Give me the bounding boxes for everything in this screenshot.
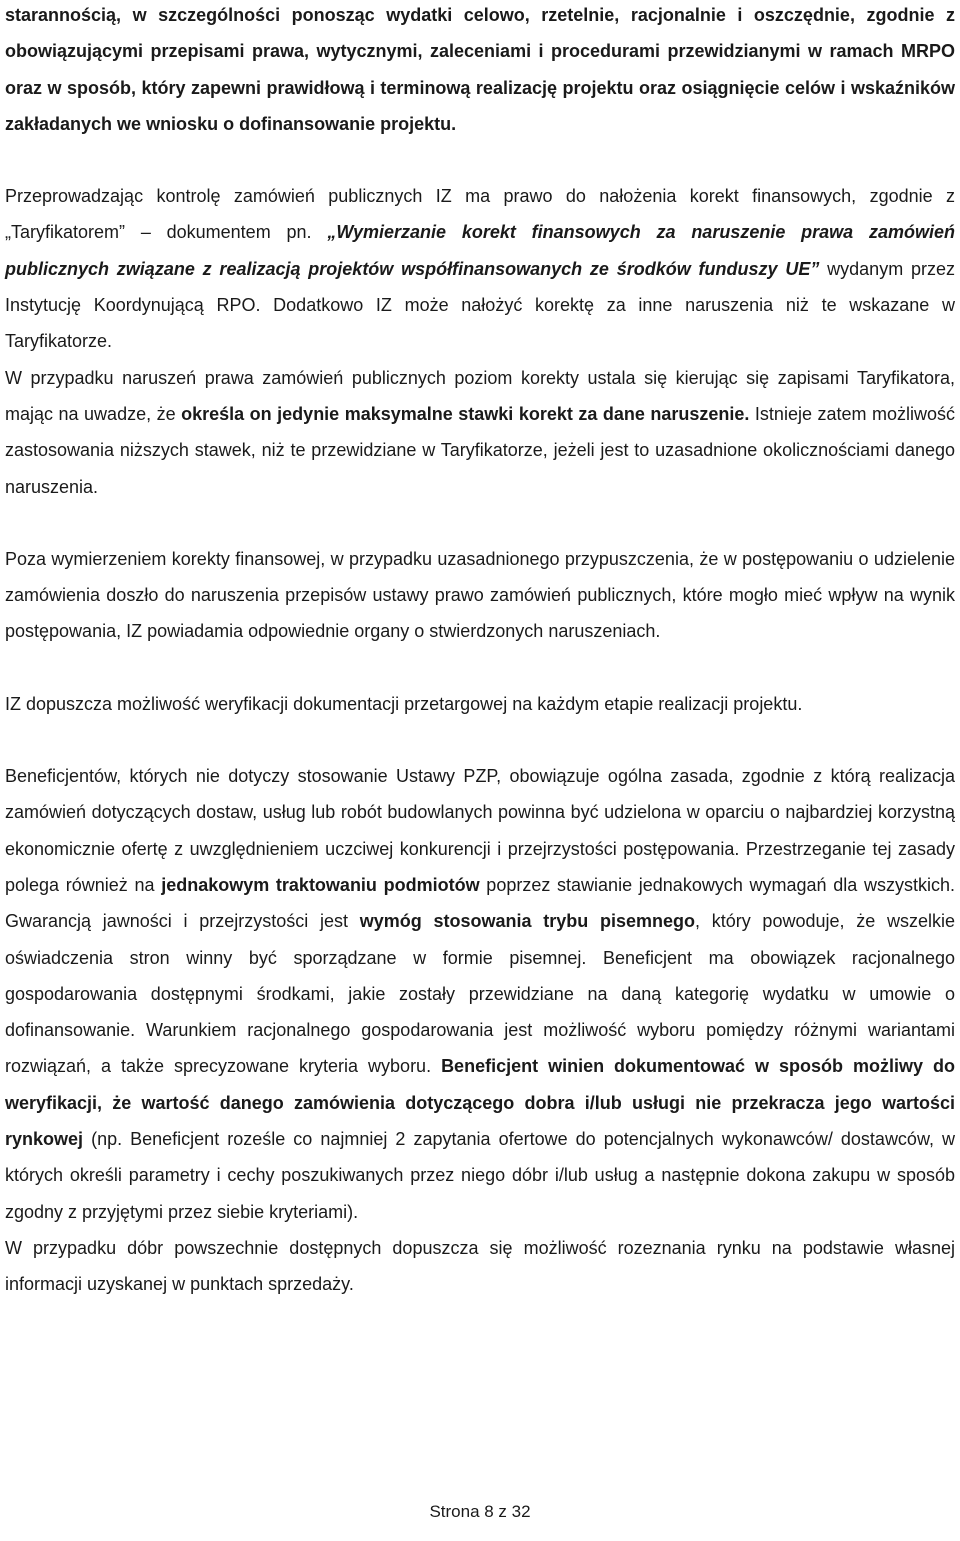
paragraph-6-bold-c: Beneficjent winien dokumentować w sposób możliwy do weryfikacji, że wartość danego zamówienia dotyczącego dobra i/lub usługi nie przekracza jego wartości rynkowej (5, 1056, 956, 1150)
paragraph-1-bold-text: starannością, w szczególności ponosząc wydatki celowo, rzetelnie, racjonalnie i oszczędnie, zgodnie z obowiązującymi przepisami prawa, wytycznymi, zaleceniami i procedurami przewidzianymi w ramach MRPO oraz w sposób, który zapewni prawidłową i terminową realizację projektu oraz osiągnięcie celów i wskaźników zakładanych we wniosku o dofinansowanie projektu. (5, 5, 955, 134)
document-page (5, 0, 955, 1303)
paragraph-3-text-a: W przypadku naruszeń prawa zamówień publicznych poziom korekty ustala się kierując się zapisami Taryfikatora, mając na uwadze, że (5, 367, 955, 424)
paragraph-6-text-c: , który powoduje, że wszelkie oświadczenia stron winny być sporządzane w formie pisemnej. Beneficjent ma obowiązek racjonalnego gospodarowania dostępnymi środkami, jakie zostały przewidziane na daną kategorię wydatku w umowie o dofinansowanie. Warunkiem racjonalnego gospodarowania jest możliwość wyboru pomiędzy różnymi wariantami rozwiązań, a także sprecyzowane kryteria wyboru. (5, 911, 955, 1077)
page-number: Strona 8 z 32 (429, 1502, 531, 1521)
paragraph-2-document-title: „Wymierzanie korekt finansowych za naruszenie prawa zamówień publicznych związane z realizacją projektów współfinansowanych ze środków funduszy UE” (5, 222, 955, 279)
paragraph-6-text-d: (np. Beneficjent roześle co najmniej 2 zapytania ofertowe do potencjalnych wykonawców/ dostawców, w których określi parametry i cechy poszukiwanych przez niego dóbr i/lub usług a następnie dokona zakupu w sposób zgodny z przyjętymi przez siebie kryteriami). (5, 1129, 955, 1222)
paragraph-3-text-b: Istnieje zatem możliwość zastosowania niższych stawek, niż te przewidziane w Taryfikatorze, jeżeli jest to uzasadnione okolicznościami danego naruszenia. (5, 403, 956, 497)
paragraph-2-text-b: – dokumentem pn. (125, 222, 328, 243)
paragraph-1 (5, 0, 955, 142)
paragraph-6-bold-a: jednakowym traktowaniu podmiotów (161, 874, 480, 895)
paragraph-gap (5, 142, 955, 178)
paragraph-2-taryfikator-ref: „Taryfikatorem” (5, 222, 126, 243)
paragraph-7-text: W przypadku dóbr powszechnie dostępnych dopuszcza się możliwość rozeznania rynku na podstawie własnej informacji uzyskanej w punktach sprzedaży. (5, 1237, 955, 1295)
paragraph-6 (5, 758, 955, 1230)
paragraph-6-text-b: poprzez stawianie jednakowych wymagań dla wszystkich. Gwarancją jawności i przejrzystości jest (5, 874, 955, 932)
page-footer (0, 1500, 960, 1524)
paragraph-2-text-c: wydanym przez Instytucję Koordynującą RPO. Dodatkowo IZ może nałożyć korektę za inne naruszenia niż te wskazane w Taryfikatorze. (5, 258, 955, 352)
paragraph-4-text: Poza wymierzeniem korekty finansowej, w przypadku uzasadnionego przypuszczenia, że w postępowaniu o udzielenie zamówienia doszło do naruszenia przepisów ustawy prawo zamówień publicznych, które mogło mieć wpływ na wynik postępowania, IZ powiadamia odpowiednie organy o stwierdzonych naruszeniach. (5, 548, 955, 642)
paragraph-6-bold-b: wymóg stosowania trybu pisemnego (359, 911, 695, 932)
paragraph-7 (5, 1230, 955, 1303)
paragraph-6-text-a: Beneficjentów, których nie dotyczy stosowanie Ustawy PZP, obowiązuje ogólna zasada, zgodnie z którą realizacja zamówień dotyczących dostaw, usług lub robót budowlanych powinna być udzielona w oparciu o najbardziej korzystną ekonomicznie ofertę z uwzględnieniem uczciwej konkurencji i przejrzystości postępowania. Przestrzeganie tej zasady polega również na (5, 766, 955, 895)
paragraph-gap (5, 650, 955, 686)
paragraph-gap (5, 505, 955, 541)
paragraph-4 (5, 541, 955, 650)
paragraph-gap (5, 722, 955, 758)
paragraph-3 (5, 360, 955, 505)
paragraph-2 (5, 178, 955, 359)
paragraph-2-text-a: Przeprowadzając kontrolę zamówień publicznych IZ ma prawo do nałożenia korekt finansowych, zgodnie z (5, 186, 955, 207)
paragraph-5-text: IZ dopuszcza możliwość weryfikacji dokumentacji przetargowej na każdym etapie realizacji projektu. (5, 693, 803, 714)
paragraph-3-bold-text: określa on jedynie maksymalne stawki korekt za dane naruszenie. (181, 403, 750, 424)
paragraph-5 (5, 686, 955, 722)
